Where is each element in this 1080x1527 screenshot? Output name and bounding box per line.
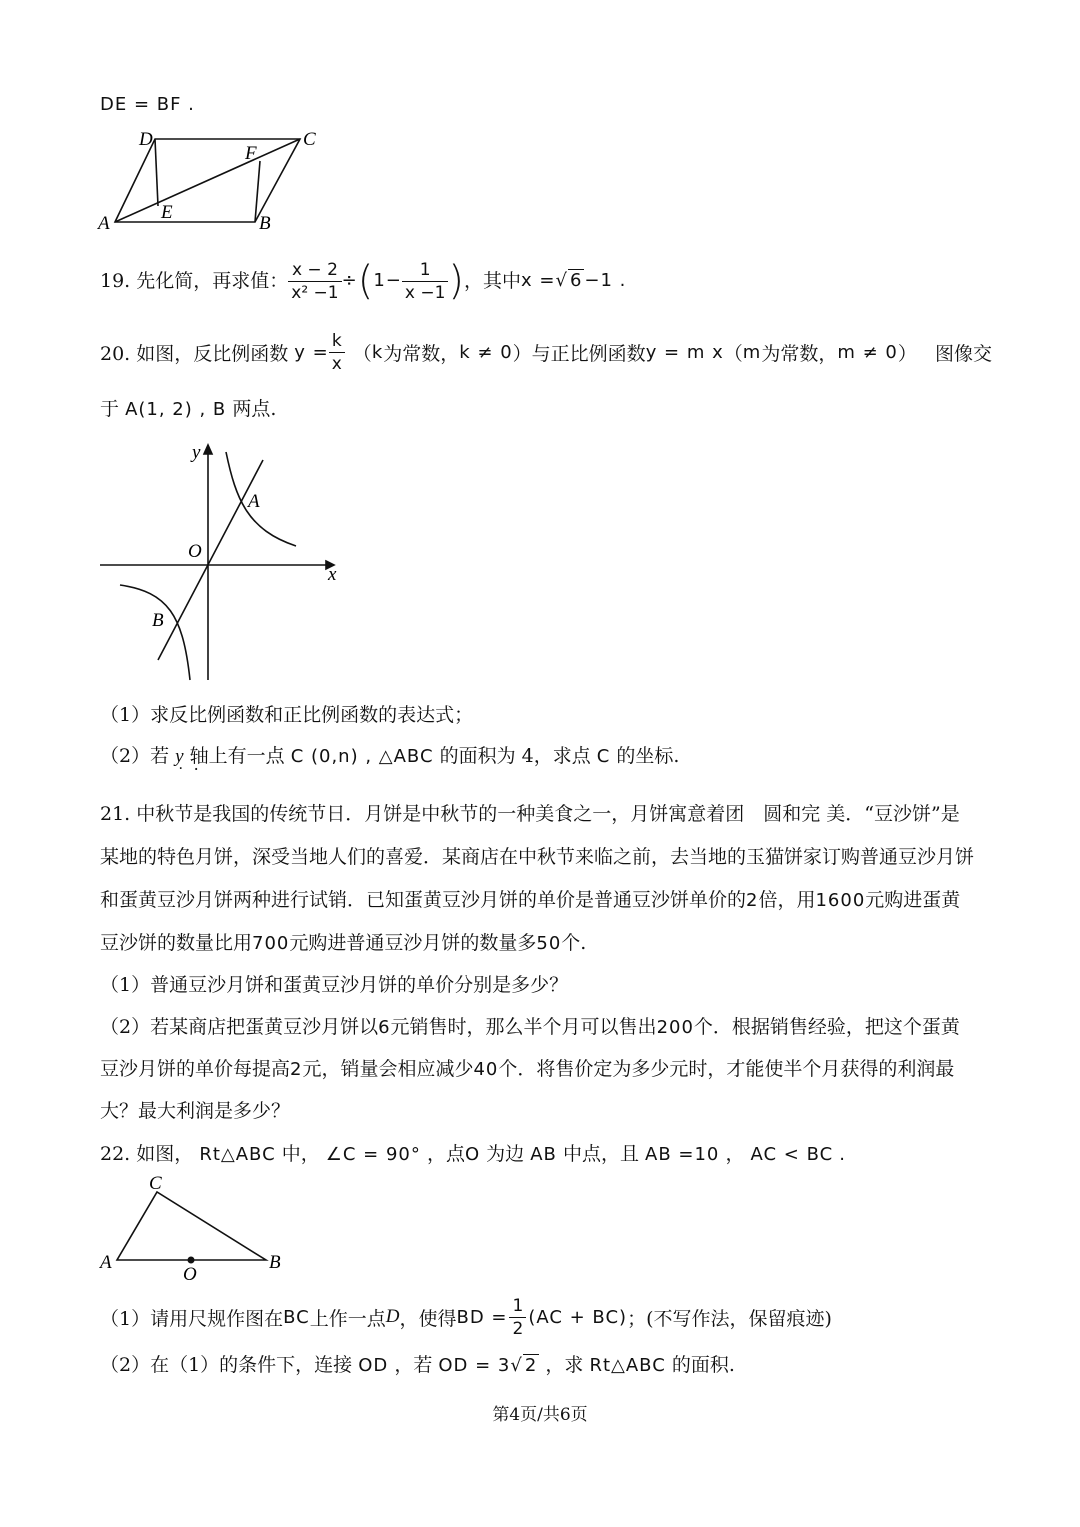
- q22-p1-sum: (AC + BC): [528, 1306, 628, 1328]
- q22-ab10: AB =10: [645, 1144, 720, 1165]
- q20-p2-pre: （2）若: [100, 745, 170, 767]
- hyperbola-branch-1: [226, 452, 296, 546]
- q19-cond-post: −1 .: [584, 270, 627, 291]
- q21-l3-n1: 2: [746, 890, 759, 911]
- q19-num1: x − 2: [288, 259, 341, 282]
- q20-m-note-2: 为常数，: [761, 342, 838, 365]
- q22-part-1: [100, 1290, 832, 1344]
- q22-mid3: 中点，且: [562, 1143, 639, 1165]
- q20-p2-end: 的坐标.: [616, 745, 680, 767]
- q20-m: m: [742, 341, 762, 363]
- q21-l3-b: 倍，用: [758, 889, 816, 911]
- q22-p1-d: D: [385, 1306, 400, 1327]
- q19-sqrt: √ 6: [555, 270, 583, 291]
- label-a: A: [98, 213, 110, 234]
- q21-l4-c: 个.: [561, 932, 587, 954]
- q19-den2: x −1: [404, 282, 446, 303]
- q21-line-4: [100, 928, 586, 955]
- q22-half: [509, 1295, 526, 1340]
- page-footer: 第4页/共6页: [492, 1405, 588, 1425]
- q20-part-2: [100, 741, 679, 768]
- q20-fraction: [329, 330, 345, 375]
- label-f: F: [245, 143, 257, 164]
- q20-p2-y: y .: [175, 746, 183, 767]
- q19-fraction-2: [402, 259, 449, 304]
- q22-o: O: [464, 1144, 481, 1165]
- q22-p2-sqrt: √ 2: [510, 1355, 538, 1376]
- q20-y-eq: y =: [294, 341, 329, 363]
- q21-p2-n1: 6: [378, 1017, 391, 1038]
- q20-m-note-1: （: [723, 342, 743, 365]
- q19-radicand: 6: [569, 270, 583, 291]
- q21-part-1: （1）普通豆沙月饼和蛋黄豆沙月饼的单价分别是多少？: [100, 974, 569, 996]
- q22-p2-mid2: ，求: [545, 1354, 584, 1376]
- triangle-figure: [95, 1172, 295, 1284]
- q21-l4-n1: 700: [252, 933, 290, 954]
- q21-l4-b: 元购进普通豆沙月饼的数量多: [289, 932, 537, 954]
- q19-num2: 1: [402, 259, 449, 282]
- q21-l4-n2: 50: [536, 933, 562, 954]
- q22-p2-post: 的面积.: [671, 1354, 735, 1376]
- diagonal-ac: [115, 139, 300, 222]
- q19-one: 1−: [373, 270, 402, 291]
- q20-p2-post: 的面积为 4，求点: [439, 745, 591, 767]
- top-line: DE = BF .: [100, 94, 195, 115]
- q19-rparen: ): [448, 258, 464, 304]
- q22-p1-bd: BD =: [456, 1306, 508, 1328]
- label-e: E: [161, 202, 173, 223]
- q20-k: k: [371, 341, 384, 363]
- q21-p2-c: 个．根据销售经验，把这个蛋黄: [693, 1016, 960, 1038]
- label-b: B: [269, 1252, 281, 1273]
- q22-lead: 22. 如图，: [100, 1143, 194, 1165]
- q22-p2-mid: ，若: [394, 1354, 433, 1376]
- q22-p2-rt: Rt△ABC: [589, 1355, 666, 1376]
- q20-p2-c: C (0,n) , △ABC: [290, 746, 434, 767]
- hyperbola-branch-2: [120, 585, 190, 680]
- label-o: O: [188, 541, 202, 562]
- q22-p2-pre: （2）在（1）的条件下，连接: [100, 1354, 353, 1376]
- label-o: O: [183, 1264, 197, 1284]
- q19-lead: 19. 先化简，再求值：: [100, 270, 289, 292]
- q22-p2-radicand: 2: [524, 1355, 538, 1376]
- q20-line2-post: 两点.: [232, 398, 277, 420]
- q20-k-ne: k ≠ 0: [459, 341, 513, 363]
- q21-part-2-line-3: 大？最大利润是多少？: [100, 1100, 291, 1122]
- q22-half-num: 1: [509, 1295, 526, 1318]
- q20-m-ne: m ≠ 0: [837, 341, 898, 363]
- q22-angle: ∠C = 90°: [325, 1144, 421, 1165]
- q20-mid: ）与正比例函数: [512, 342, 646, 365]
- q20-lead: 20. 如图，反比例函数: [100, 342, 289, 365]
- parallelogram-figure: [95, 125, 330, 235]
- q21-p3-n2: 40: [473, 1059, 499, 1080]
- q22-acbc: AC < BC: [750, 1144, 834, 1165]
- q21-line-2: 某地的特色月饼，深受当地人们的喜爱．某商店在中秋节来临之前，去当地的玉猫饼家订购普通豆沙月饼: [100, 846, 975, 868]
- label-c: C: [303, 129, 316, 150]
- q20-end: ） 图像交: [897, 342, 992, 365]
- q21-p2-b: 元销售时，那么半个月可以售出: [390, 1016, 657, 1038]
- label-b: B: [259, 213, 271, 234]
- y-axis-arrow: [204, 445, 212, 454]
- q20-p2-mid: 轴上有一点 .: [190, 745, 285, 767]
- question-20-line-1: [100, 325, 992, 379]
- q22-p1-mid: 上作一点: [309, 1307, 386, 1330]
- q22-p2-eq: OD = 3: [438, 1355, 511, 1376]
- q21-p3-a: 豆沙月饼的单价每提高: [100, 1058, 291, 1080]
- q21-l3-a: 和蛋黄豆沙月饼两种进行试销．已知蛋黄豆沙月饼的单价是普通豆沙饼单价的: [100, 889, 747, 911]
- q19-den1: x² −1: [291, 282, 339, 303]
- q19-cond-pre: x =: [521, 270, 556, 291]
- question-19: [100, 254, 626, 308]
- q22-p1-post: ；(不写作法，保留痕迹): [627, 1307, 832, 1330]
- q21-part-2-line-2: [100, 1054, 954, 1081]
- q22-half-den: 2: [512, 1318, 524, 1339]
- q20-frac-den: x: [331, 353, 342, 374]
- q20-line2-pre: 于: [100, 398, 120, 420]
- q20-points: A(1, 2) , B: [125, 399, 227, 420]
- q19-tail: ，其中: [464, 270, 522, 292]
- label-c: C: [149, 1173, 162, 1194]
- label-d: D: [139, 129, 153, 150]
- q21-l4-a: 豆沙饼的数量比用: [100, 932, 253, 954]
- q22-p2-od: OD: [358, 1355, 389, 1376]
- q20-part-1: （1）求反比例函数和正比例函数的表达式；: [100, 704, 474, 726]
- q21-p3-b: 元，销量会相应减少: [302, 1058, 474, 1080]
- label-y: y: [192, 442, 201, 463]
- q22-dot: .: [839, 1144, 846, 1165]
- q20-frac-num: k: [329, 330, 345, 353]
- q22-p1-bc: BC: [283, 1306, 310, 1328]
- q21-p3-c: 个．将售价定为多少元时，才能使半个月获得的利润最: [498, 1058, 955, 1080]
- segment-de: [155, 139, 158, 206]
- q21-l3-c: 元购进蛋黄: [865, 889, 961, 911]
- q21-line-1: 21. 中秋节是我国的传统节日．月饼是中秋节的一种美食之一，月饼寓意着团 圆和完 美．“豆沙饼”是: [100, 803, 960, 825]
- question-20-line-2: [100, 394, 276, 421]
- q19-fraction-1: [288, 259, 341, 304]
- q19-div: ÷: [341, 270, 358, 291]
- q22-ab: AB: [530, 1144, 557, 1165]
- q20-ymx: y = m x: [645, 341, 724, 363]
- label-b: B: [152, 610, 164, 631]
- question-22: [100, 1139, 846, 1166]
- q21-p3-n1: 2: [290, 1059, 303, 1080]
- q21-p2-a: （2）若某商店把蛋黄豆沙月饼以: [100, 1016, 379, 1038]
- label-a: A: [248, 491, 260, 512]
- q21-p2-n2: 200: [656, 1017, 694, 1038]
- q22-comma: ，: [725, 1143, 745, 1165]
- q20-k-note-2: 为常数，: [383, 342, 460, 365]
- q22-zhong: 中，: [281, 1143, 320, 1165]
- midpoint-o: [188, 1257, 195, 1264]
- proportional-line: [158, 460, 263, 660]
- q19-lparen: (: [357, 258, 374, 304]
- function-graph: [98, 440, 338, 685]
- q22-p1-mid2: ，使得: [399, 1307, 457, 1330]
- q21-line-3: [100, 885, 960, 912]
- label-x: x: [328, 564, 337, 585]
- triangle-abc: [117, 1192, 266, 1260]
- q22-rt: Rt△ABC: [199, 1144, 276, 1165]
- q21-part-2-line-1: [100, 1012, 960, 1039]
- q22-mid2: 为边: [486, 1143, 525, 1165]
- q20-p2-c2: C: [596, 746, 611, 767]
- q20-k-note-1: （: [352, 342, 372, 365]
- label-a: A: [100, 1252, 112, 1273]
- q22-part-2: [100, 1350, 735, 1377]
- q21-l3-n2: 1600: [815, 890, 866, 911]
- q22-mid1: ，点: [426, 1143, 465, 1165]
- q22-p1-pre: （1）请用尺规作图在: [100, 1307, 284, 1330]
